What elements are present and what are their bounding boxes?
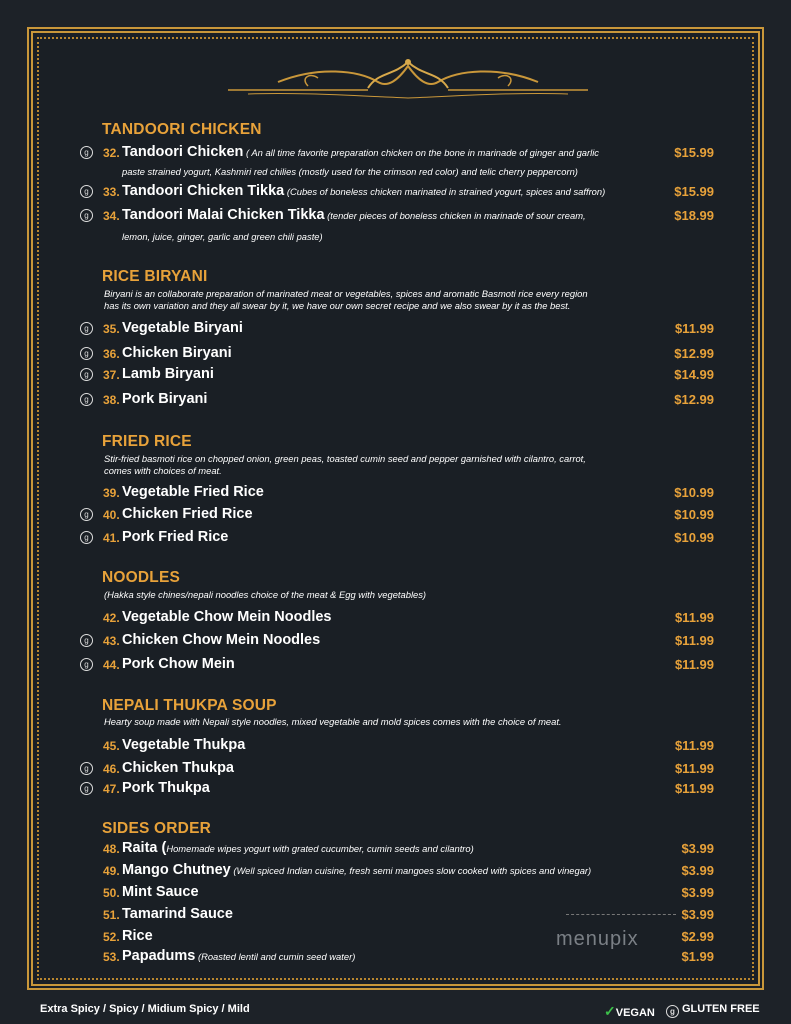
item-note: (tender pieces of boneless chicken in marinade of sour cream, [324, 210, 586, 221]
item-price: $18.99 [674, 208, 714, 223]
section-title-fried-rice: FRIED RICE [102, 433, 192, 450]
item-name: Tamarind Sauce [122, 906, 233, 922]
item-number: 32. [103, 146, 120, 160]
item-number: 39. [103, 486, 120, 500]
gluten-free-icon: g [666, 1005, 679, 1018]
item-note-continued: paste strained yogurt, Kashmiri red chilies (mostly used for the crimson red color) and telic cherry peppercorn) [122, 166, 578, 177]
item-name: Pork Biryani [122, 391, 208, 407]
item-number: 51. [103, 908, 120, 922]
item-name: Raita (Homemade wipes yogurt with grated cucumber, cumin seeds and cilantro) [122, 840, 474, 856]
gluten-free-icon: g [80, 782, 93, 795]
section-title-biryani: RICE BIRYANI [102, 268, 208, 285]
item-price: $14.99 [674, 367, 714, 382]
item-price: $10.99 [674, 507, 714, 522]
gluten-free-legend: g GLUTEN FREE [666, 1003, 760, 1016]
item-price: $15.99 [674, 184, 714, 199]
section-title-sides: SIDES ORDER [102, 820, 211, 837]
item-number: 43. [103, 634, 120, 648]
menu-item [80, 948, 720, 968]
item-note: ( An all time favorite preparation chicken on the bone in marinade of ginger and garlic [243, 147, 599, 158]
menu-item [80, 183, 720, 203]
item-number: 35. [103, 322, 120, 336]
menu-item [80, 506, 720, 526]
item-name: Lamb Biryani [122, 366, 214, 382]
section-title-thukpa: NEPALI THUKPA SOUP [102, 697, 277, 714]
gluten-free-icon: g [80, 185, 93, 198]
item-name: Chicken Thukpa [122, 760, 234, 776]
item-number: 47. [103, 782, 120, 796]
gluten-free-icon: g [80, 531, 93, 544]
menu-item [80, 391, 720, 411]
vegan-legend: ✓VEGAN [604, 1003, 655, 1019]
watermark-logo: menupix [556, 928, 639, 950]
item-price: $11.99 [674, 610, 714, 625]
menu-item [80, 632, 720, 652]
section-desc-thukpa: Hearty soup made with Nepali style noodles, mixed vegetable and mold spices comes with the choice of meat. [104, 716, 562, 727]
section-title-noodles: NOODLES [102, 569, 181, 586]
item-name: Chicken Fried Rice [122, 506, 253, 522]
item-note: (Cubes of boneless chicken marinated in strained yogurt, spices and saffron) [284, 186, 606, 197]
item-price: $10.99 [674, 530, 714, 545]
menu-item [80, 737, 720, 757]
gluten-free-icon: g [80, 762, 93, 775]
gluten-free-icon: g [80, 393, 93, 406]
item-number: 34. [103, 209, 120, 223]
item-number: 53. [103, 950, 120, 964]
menu-item [80, 484, 720, 504]
item-name: Tandoori Malai Chicken Tikka (tender pieces of boneless chicken in marinade of sour cream, [122, 207, 586, 223]
menu-item [80, 144, 720, 164]
item-number: 44. [103, 658, 120, 672]
item-number: 50. [103, 886, 120, 900]
item-number: 48. [103, 842, 120, 856]
gluten-free-icon: g [80, 634, 93, 647]
spice-legend: Extra Spicy / Spicy / Midium Spicy / Mild [40, 1003, 250, 1015]
menu-item [80, 840, 720, 860]
item-price: $3.99 [681, 841, 714, 856]
item-number: 33. [103, 185, 120, 199]
item-price: $15.99 [674, 145, 714, 160]
menu-item [80, 345, 720, 365]
item-price: $11.99 [674, 633, 714, 648]
item-number: 37. [103, 368, 120, 382]
item-note: (Roasted lentil and cumin seed water) [195, 951, 356, 962]
gluten-free-icon: g [80, 209, 93, 222]
item-price: $11.99 [674, 321, 714, 336]
item-price: $3.99 [681, 863, 714, 878]
item-number: 52. [103, 930, 120, 944]
item-name: Vegetable Thukpa [122, 737, 246, 753]
menu-item [80, 906, 720, 926]
item-number: 49. [103, 864, 120, 878]
gluten-free-icon: g [80, 347, 93, 360]
item-number: 42. [103, 611, 120, 625]
menu-item [80, 529, 720, 549]
item-price: $10.99 [674, 485, 714, 500]
ornament-divider [218, 52, 598, 102]
vegan-check-icon: ✓ [604, 1003, 616, 1019]
item-price: $1.99 [681, 949, 714, 964]
item-name: Chicken Chow Mein Noodles [122, 632, 321, 648]
item-number: 38. [103, 393, 120, 407]
item-number: 36. [103, 347, 120, 361]
item-name: Mango Chutney (Well spiced Indian cuisine, fresh semi mangoes slow cooked with spices and vinegar) [122, 862, 592, 878]
menu-item [80, 366, 720, 386]
gluten-free-icon: g [80, 508, 93, 521]
item-price: $12.99 [674, 346, 714, 361]
item-price: $2.99 [681, 929, 714, 944]
item-note: (Well spiced Indian cuisine, fresh semi mangoes slow cooked with spices and vinegar) [230, 865, 592, 876]
item-number: 41. [103, 531, 120, 545]
item-price: $11.99 [674, 781, 714, 796]
menu-item [80, 884, 720, 904]
item-name: Rice [122, 928, 153, 944]
item-name: Vegetable Biryani [122, 320, 243, 336]
item-name: Vegetable Chow Mein Noodles [122, 609, 332, 625]
item-price: $3.99 [681, 885, 714, 900]
gluten-free-icon: g [80, 368, 93, 381]
item-price: $3.99 [681, 907, 714, 922]
item-name: Tandoori Chicken ( An all time favorite preparation chicken on the bone in marinade of ginger and garlic [122, 144, 599, 160]
section-title-tandoori: TANDOORI CHICKEN [102, 121, 262, 138]
menu-item [80, 207, 720, 227]
item-price: $11.99 [674, 657, 714, 672]
item-number: 45. [103, 739, 120, 753]
item-price: $12.99 [674, 392, 714, 407]
gluten-free-icon: g [80, 658, 93, 671]
item-name: Papadums (Roasted lentil and cumin seed water) [122, 948, 356, 964]
item-price: $11.99 [674, 738, 714, 753]
item-name: Vegetable Fried Rice [122, 484, 264, 500]
section-desc-biryani: Biryani is an collaborate preparation of marinated meat or vegetables, spices and aromatic Basmoti rice every region has its own variation and they all swear by it, we have our own secret recipe and we also swear by it as the best. [104, 288, 588, 311]
watermark-line [566, 914, 676, 915]
item-name: Mint Sauce [122, 884, 199, 900]
item-name: Pork Thukpa [122, 780, 210, 796]
item-note-continued: lemon, juice, ginger, garlic and green chili paste) [122, 231, 323, 242]
section-desc-noodles: (Hakka style chines/nepali noodles choice of the meat & Egg with vegetables) [104, 589, 427, 600]
item-number: 46. [103, 762, 120, 776]
menu-item [80, 760, 720, 780]
menu-item [80, 320, 720, 340]
item-name: Pork Chow Mein [122, 656, 235, 672]
menu-item [80, 656, 720, 676]
item-name: Chicken Biryani [122, 345, 232, 361]
menu-item [80, 780, 720, 800]
gluten-free-icon: g [80, 322, 93, 335]
item-price: $11.99 [674, 761, 714, 776]
section-desc-fried-rice: Stir-fried basmoti rice on chopped onion, green peas, toasted cumin seed and pepper garnished with cilantro, carrot, comes with choices of meat. [104, 453, 586, 476]
item-number: 40. [103, 508, 120, 522]
menu-item [80, 609, 720, 629]
item-name: Tandoori Chicken Tikka (Cubes of boneless chicken marinated in strained yogurt, spices and saffron) [122, 183, 606, 199]
item-name: Pork Fried Rice [122, 529, 229, 545]
gluten-free-icon: g [80, 146, 93, 159]
item-note: Homemade wipes yogurt with grated cucumber, cumin seeds and cilantro) [166, 843, 474, 854]
menu-item [80, 862, 720, 882]
